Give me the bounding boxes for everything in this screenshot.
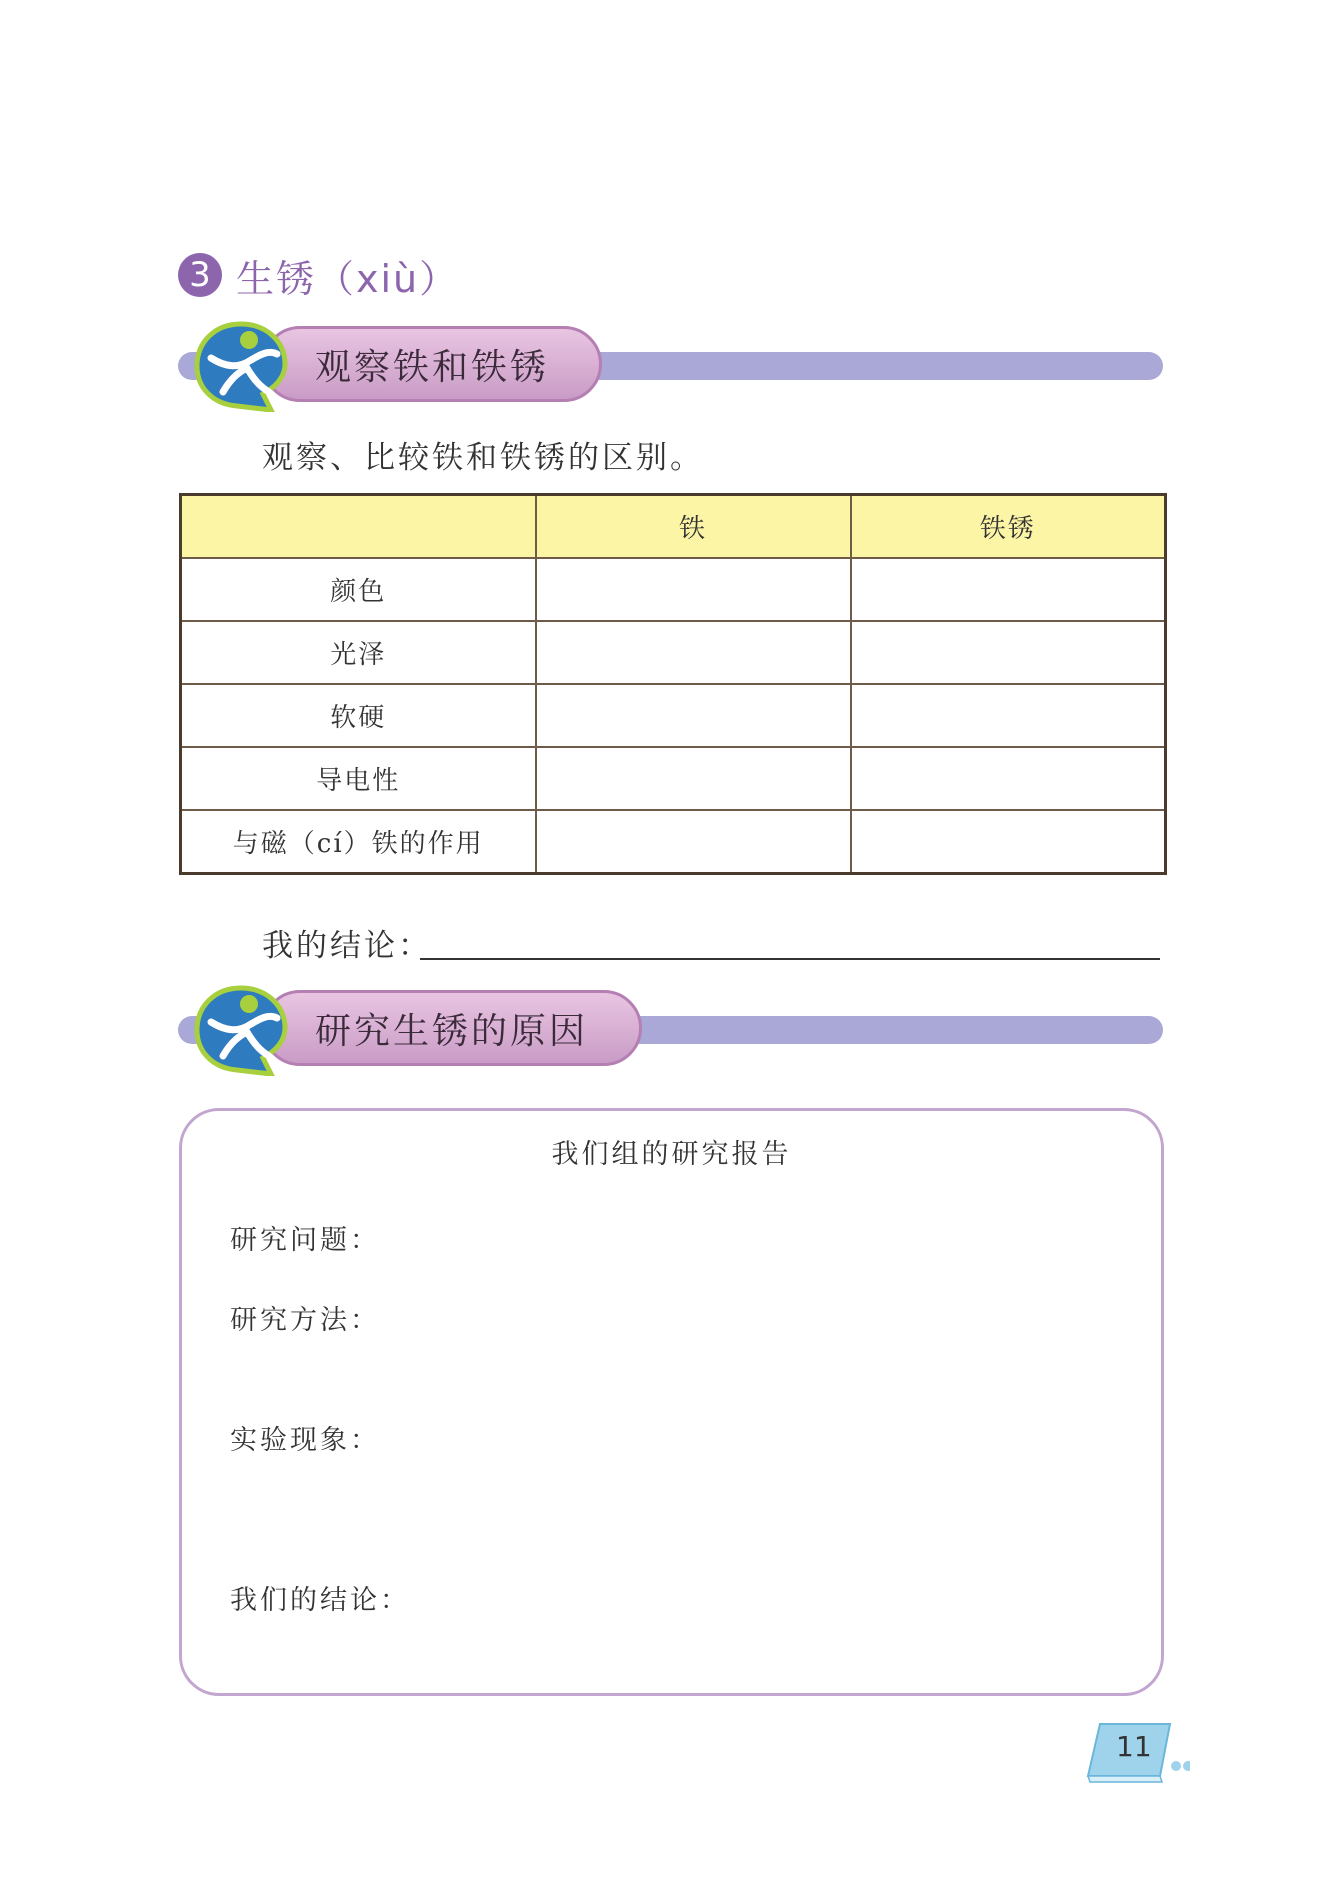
table-header-iron: 铁 <box>536 495 851 559</box>
report-question-label: 研究问题： <box>230 1225 380 1256</box>
table-header-rust: 铁锈 <box>851 495 1166 559</box>
cell-rust-magnet[interactable] <box>851 810 1166 874</box>
cell-iron-conductivity[interactable] <box>536 747 851 810</box>
row-label-color: 颜色 <box>181 558 536 621</box>
my-conclusion-line[interactable] <box>420 956 1160 960</box>
table-row <box>181 747 1166 810</box>
cell-rust-luster[interactable] <box>851 621 1166 684</box>
table-row <box>181 558 1166 621</box>
activity-figure-icon <box>193 320 289 412</box>
section-number: 3 <box>178 253 222 297</box>
my-conclusion-label: 我的结论： <box>262 928 432 964</box>
table-row <box>181 621 1166 684</box>
cell-iron-magnet[interactable] <box>536 810 851 874</box>
row-label-conductivity: 导电性 <box>181 747 536 810</box>
table-row <box>181 810 1166 874</box>
page-number: 11 <box>1116 1730 1152 1763</box>
section-title: 生锈（xiù） <box>236 256 460 301</box>
cell-iron-color[interactable] <box>536 558 851 621</box>
activity-figure-icon <box>193 984 289 1076</box>
activity2-banner <box>262 990 642 1066</box>
table-header-row <box>181 495 1166 559</box>
activity1-instruction: 观察、比较铁和铁锈的区别。 <box>262 440 704 476</box>
observation-table <box>179 493 1167 875</box>
cell-rust-conductivity[interactable] <box>851 747 1166 810</box>
page-number-badge <box>1080 1718 1190 1788</box>
report-conclusion-label: 我们的结论： <box>230 1585 410 1616</box>
activity1-title: 观察铁和铁锈 <box>315 346 550 388</box>
cell-rust-color[interactable] <box>851 558 1166 621</box>
activity1-banner <box>262 326 602 402</box>
table-header-cell <box>181 495 536 559</box>
section-heading <box>178 245 459 305</box>
row-label-luster: 光泽 <box>181 621 536 684</box>
row-label-magnet: 与磁（cí）铁的作用 <box>181 810 536 874</box>
report-phenomenon-label: 实验现象： <box>230 1425 380 1456</box>
row-label-hardness: 软硬 <box>181 684 536 747</box>
cell-rust-hardness[interactable] <box>851 684 1166 747</box>
table-row <box>181 684 1166 747</box>
cell-iron-luster[interactable] <box>536 621 851 684</box>
report-method-label: 研究方法： <box>230 1305 380 1336</box>
cell-iron-hardness[interactable] <box>536 684 851 747</box>
report-title: 我们组的研究报告 <box>551 1139 792 1170</box>
activity2-title: 研究生锈的原因 <box>315 1010 589 1052</box>
